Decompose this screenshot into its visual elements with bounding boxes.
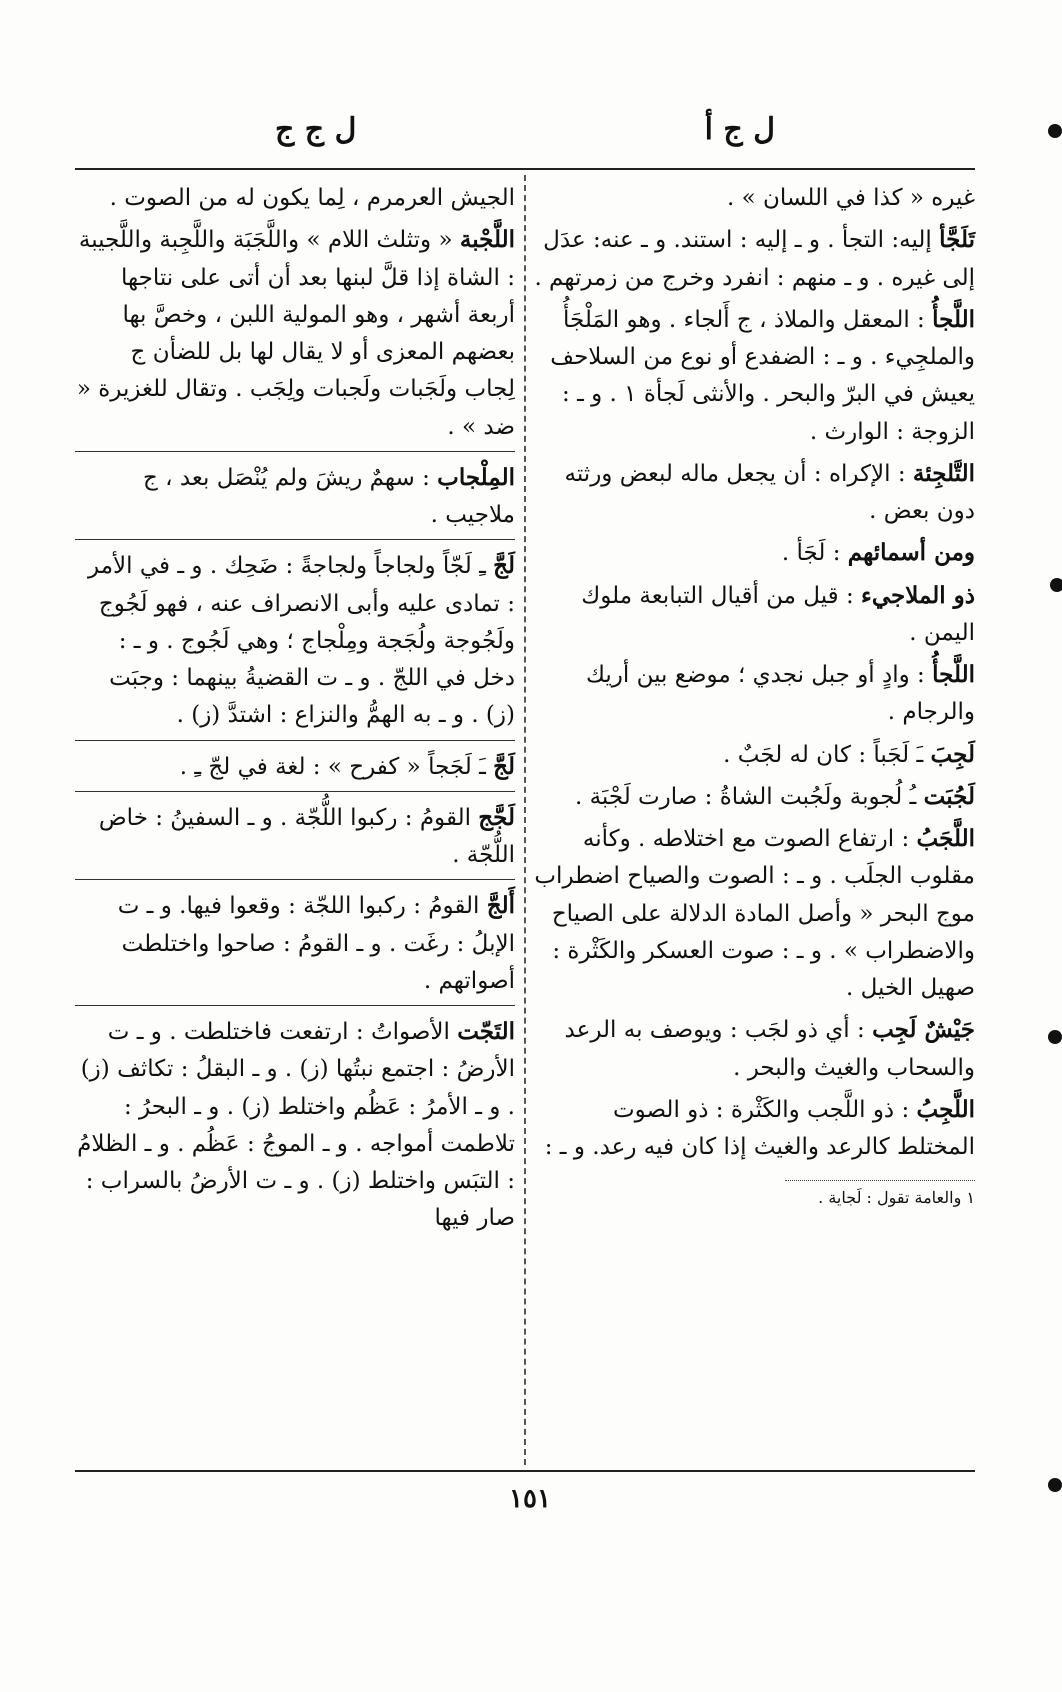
entry-separator: [75, 539, 515, 540]
entry-definition: : الإكراه : أن يجعل ماله لبعض ورثته دون بعض .: [564, 460, 975, 524]
margin-mark: [1050, 578, 1062, 592]
dictionary-entry: [532, 820, 975, 1007]
dictionary-entry: [532, 1011, 975, 1087]
header-right-root: ل ج أ: [704, 112, 775, 147]
entry-definition: ـَ لَجَجاً « كفرح » : لغة في لجّ ـِ .: [179, 753, 494, 780]
entry-headword: ذو الملاجيء: [861, 581, 975, 609]
entry-definition: : ذو اللَّجب والكَثْرة : ذو الصوت المختلط كالرعد والغيث إذا كان فيه رعد. و ـ :: [544, 1096, 975, 1160]
entry-headword: اللَّجأُ: [932, 305, 975, 333]
dictionary-entry: [75, 1013, 515, 1238]
dictionary-entry: [532, 577, 975, 653]
page-number: ١٥١: [509, 1484, 551, 1514]
margin-mark: [1048, 124, 1062, 138]
entry-definition: : وادٍ أو جبل نجدي ؛ موضع بين أريك والرجام .: [586, 662, 975, 726]
column-divider: [524, 175, 526, 1465]
entry-definition: : سهمٌ ريشَ ولم يُنْصَل بعد ، ج ملاجيب .: [142, 464, 515, 528]
entry-definition: إليه: التجأ . و ـ إليه : استند. و ـ عنه: عدَل إلى غيره . و ـ منهم : انفرد وخرج من زمرتهم .: [534, 227, 975, 291]
entry-headword: ومن أسمائهم: [847, 539, 975, 567]
dictionary-entry: [75, 459, 515, 535]
entry-headword: التَّلجِئة: [912, 459, 975, 487]
entry-separator: [75, 740, 515, 741]
dictionary-entry: [75, 887, 515, 1000]
margin-mark: [1048, 1478, 1062, 1492]
entry-definition: الجيش العرمرم ، لِما يكون له من الصوت .: [109, 185, 515, 211]
entry-headword: اللَّجأُ: [932, 661, 975, 688]
entry-headword: التَجّت: [457, 1018, 515, 1045]
dictionary-entry: [75, 221, 515, 446]
dictionary-entry: [532, 301, 975, 451]
dictionary-entry: [532, 455, 975, 531]
dictionary-entry: [532, 736, 975, 774]
dictionary-entry: [532, 1091, 975, 1167]
entry-definition: غيره « كذا في اللسان » .: [726, 185, 975, 211]
entry-definition: القومُ : ركبوا اللُّجّة . و ـ السفينُ : خاض اللُّجّة .: [98, 804, 515, 868]
entry-headword: أَلجَّ: [486, 892, 515, 920]
page-header: [75, 112, 975, 162]
entry-definition: : المعقل والملاذ ، ج أَلجاء . وهو المَلْجَأُ والملجِيء . و ـ : الضفدع أو نوع من السلاحف يعيش في البرّ والبحر . والأنثى لَجأة ١ . و ـ : الزوجة : الوارث .: [550, 306, 975, 445]
entry-definition: : ارتفاع الصوت مع اختلاطه . وكأنه مقلوب الجلَب . و ـ : الصوت والصياح اضطراب موج البحر « وأصل المادة الدلالة على الصياح والاضطراب » . و ـ : صوت العسكر والكَثْرة : صهيل الخيل .: [534, 826, 975, 1001]
entry-separator: [75, 1005, 515, 1006]
entry-definition: ـَ لَجَباً : كان له لجَبٌ .: [723, 741, 931, 768]
entry-separator: [75, 879, 515, 880]
dictionary-entry: [75, 547, 515, 734]
entry-definition: القومُ : ركبوا اللجّة : وقعوا فيها. و ـ ت الإبلُ : رغَت . و ـ القومُ : صاحوا واختلطت أصواتهم .: [117, 893, 515, 994]
entry-definition: : قيل من أقيال التبابعة ملوك اليمن .: [581, 582, 975, 646]
footnote: ١ والعامة تقول : لَجاية .: [818, 1188, 975, 1208]
entry-headword: لَجَّ: [493, 752, 515, 780]
entry-headword: لَجِبَ: [930, 740, 975, 768]
dictionary-entry: [75, 799, 515, 875]
footnote-rule: [785, 1180, 975, 1181]
dictionary-entry: [532, 778, 975, 816]
header-rule: [75, 168, 975, 170]
header-left-root: ل ج ج: [275, 112, 357, 147]
footer-rule: [75, 1470, 975, 1472]
entry-headword: لَجَّج: [478, 803, 515, 831]
entry-headword: اللَّجْبة: [459, 226, 515, 254]
entry-separator: [75, 451, 515, 452]
entry-headword: جَيْشٌ لَجِب: [872, 1016, 975, 1044]
dictionary-entry: [532, 656, 975, 732]
entry-headword: تَلَجَّأ: [939, 226, 975, 254]
entry-headword: المِلْجاب: [437, 463, 515, 491]
dictionary-entry: [532, 221, 975, 297]
left-column: [75, 180, 515, 1242]
dictionary-entry: [532, 180, 975, 217]
entry-headword: اللَّجَبُ: [916, 825, 975, 852]
entry-headword: اللَّجِبُ: [916, 1095, 975, 1123]
entry-headword: لَجَّ: [493, 552, 515, 580]
entry-definition: ـُ لُجوبة ولَجُبت الشاةُ : صارت لَجْبَة .: [574, 783, 924, 810]
entry-definition: الأصواتُ : ارتفعت فاختلطت . و ـ ت الأرضُ : اجتمع نبتُها (ز) . و ـ البقلُ : تكاثف (ز) . و ـ الأمرُ : عَظُم واختلط (ز) . و ـ البحرُ : تلاطمت أمواجه . و ـ الموجُ : عَظُم . و ـ الظلامُ : التبَس واختلط (ز) . و ـ ت الأرضُ بالسراب : صار فيها: [77, 1019, 515, 1232]
right-column: [532, 180, 975, 1211]
entry-definition: ـِ لَجّاً ولجاجاً ولجاجةً : ضَحِك . و ـ في الأمر : تمادى عليه وأبى الانصراف عنه ، فهو لَجُوج ولَجُوجة ولُجَجة ومِلْجاج ؛ وهي لَجُوج . و ـ : دخل في اللجّ . و ـ ت القضيةُ بينهما : وجبَت (ز) . و ـ به الهمُّ والنزاع : اشتدَّ (ز) .: [88, 553, 515, 729]
dictionary-entry: [75, 748, 515, 786]
entry-separator: [75, 791, 515, 792]
margin-mark: [1048, 1030, 1062, 1044]
entry-headword: لَجُبَت: [923, 782, 975, 810]
dictionary-entry: [75, 180, 515, 217]
dictionary-entry: [532, 534, 975, 572]
entry-definition: « وتثلث اللام » واللَّجَبَة واللَّجِبة واللَّجيبة : الشاة إذا قلَّ لبنها بعد أن أتى على نتاجها أربعة أشهر ، وهو المولية اللبن ، وخصَّ بها بعضهم المعزى أو لا يقال لها بل للضأن ج لِجاب ولَجَبات ولَجبات ولِجَب . وتقال للغزيرة « ضد » .: [76, 227, 515, 440]
entry-definition: : أي ذو لجَب : ويوصف به الرعد والسحاب والغيث والبحر .: [564, 1017, 975, 1081]
entry-definition: : لَجَأ .: [781, 540, 848, 567]
